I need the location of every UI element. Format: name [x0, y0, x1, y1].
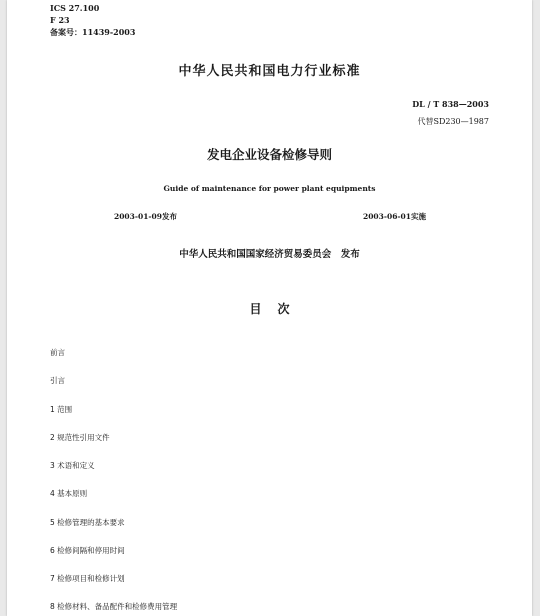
document-page	[7, 0, 532, 616]
toc-item[interactable]: 3 术语和定义	[50, 461, 95, 470]
standard-number: DL / T 838—2003	[412, 99, 489, 109]
toc-item[interactable]: 7 检修项目和检修计划	[50, 574, 125, 583]
classification-code: F 23	[50, 15, 70, 25]
ics-code: ICS 27.100	[50, 3, 100, 13]
issue-date: 2003-01-09发布	[114, 212, 177, 221]
industry-standard-title: 中华人民共和国电力行业标准	[178, 64, 361, 79]
toc-item[interactable]: 1 范围	[50, 405, 73, 414]
record-number: 备案号：11439-2003	[50, 27, 136, 37]
standard-number-block	[412, 96, 489, 130]
toc-item[interactable]: 5 检修管理的基本要求	[50, 518, 125, 527]
document-title: 发电企业设备检修导则	[206, 147, 332, 162]
implementation-date: 2003-06-01实施	[363, 212, 426, 221]
english-title: Guide of maintenance for power plant equipments	[163, 184, 376, 193]
issuing-authority: 中华人民共和国国家经济贸易委员会 发布	[179, 249, 360, 260]
toc-item[interactable]: 4 基本原则	[50, 489, 88, 498]
toc-item[interactable]: 6 检修间隔和停用时间	[50, 546, 125, 555]
toc-item[interactable]: 前言	[50, 348, 65, 357]
replaced-standard: 代替SD230—1987	[417, 117, 489, 126]
toc-heading: 目次	[249, 302, 306, 316]
toc-item[interactable]: 2 规范性引用文件	[50, 433, 110, 442]
toc-item[interactable]: 引言	[50, 376, 65, 385]
toc-item[interactable]: 8 检修材料、备品配件和检修费用管理	[50, 602, 178, 611]
